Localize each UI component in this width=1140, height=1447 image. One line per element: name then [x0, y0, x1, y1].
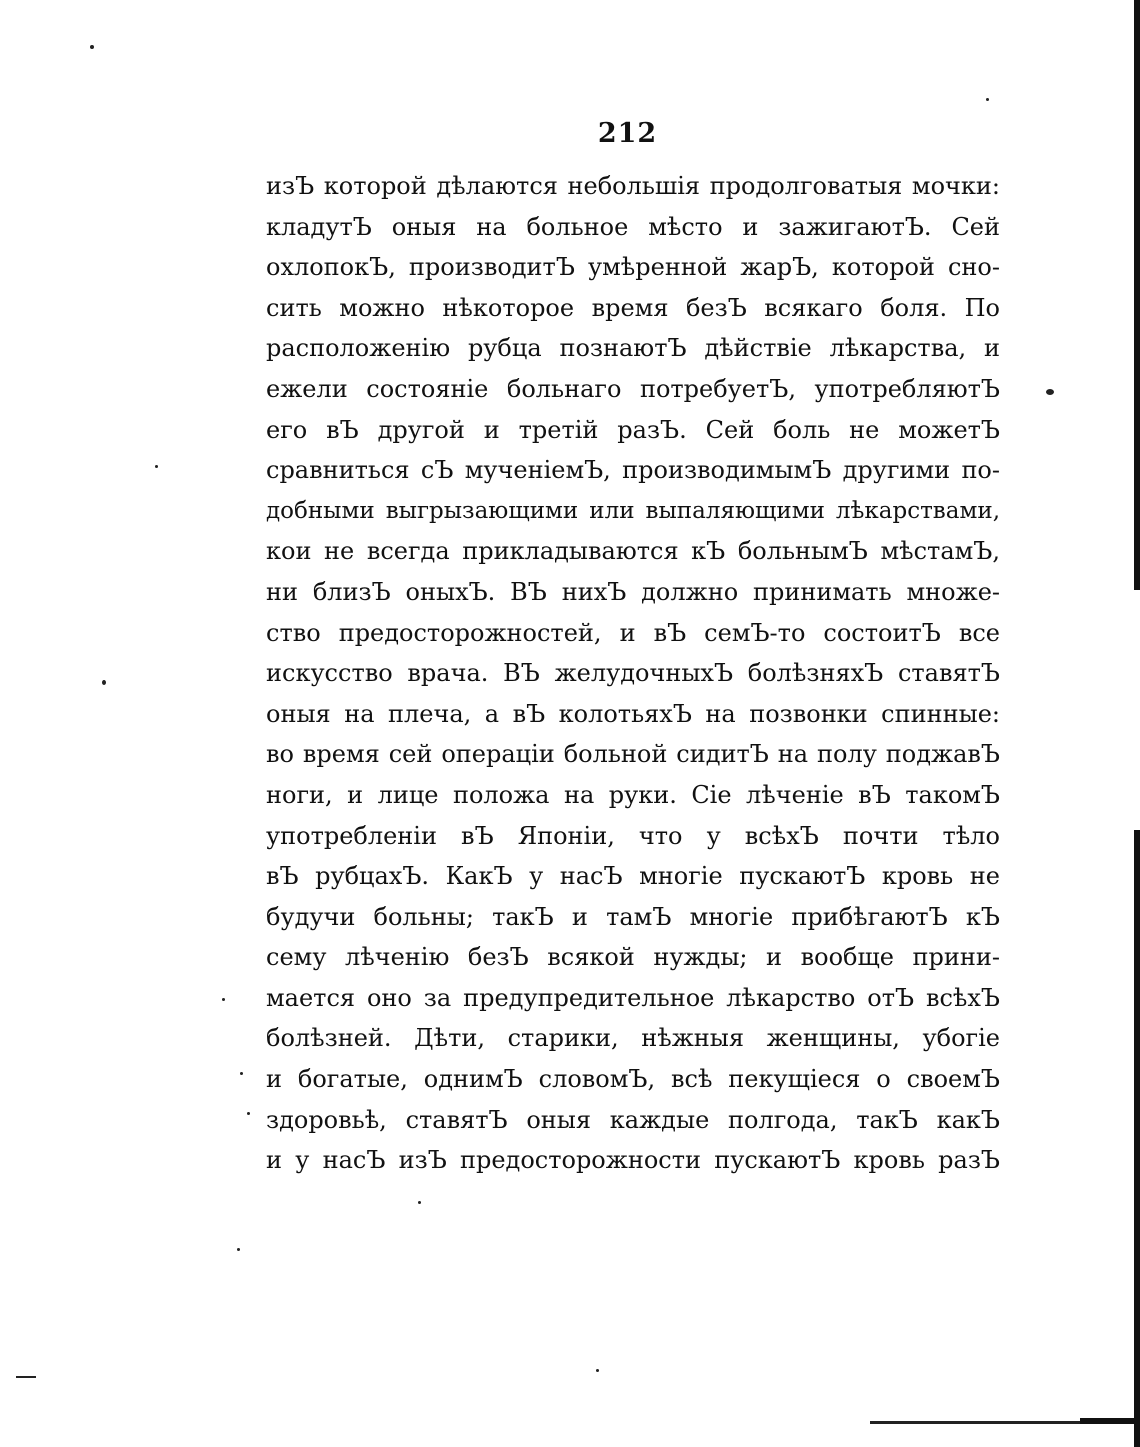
- text-line: и у насЪ изЪ предосторожности пускаютЪ кровь разЪ: [266, 1146, 1000, 1175]
- text-line: расположенію рубца познаютЪ дѣйствіе лѣкарства, и: [266, 334, 1000, 363]
- scan-speck: [247, 1112, 250, 1115]
- text-line: ство предосторожностей, и вЪ семЪ-то состоитЪ все: [266, 618, 1000, 647]
- scan-mark-bottom-thick: [1080, 1418, 1134, 1424]
- text-line: кладутЪ оныя на больное мѣсто и зажигаютЪ. Сей: [266, 212, 1000, 241]
- text-line: сравниться сЪ мученіемЪ, производимымЪ другими по-: [266, 456, 1000, 485]
- scan-speck: [155, 465, 158, 468]
- text-line: мается оно за предупредительное лѣкарство отЪ всѣхЪ: [266, 983, 1000, 1012]
- text-line: вЪ рубцахЪ. КакЪ у насЪ многіе пускаютЪ кровь не: [266, 862, 1000, 891]
- text-line: и богатые, однимЪ словомЪ, всѣ пекущіеся о своемЪ: [266, 1065, 1000, 1094]
- text-line: изЪ которой дѣлаются небольшія продолговатыя мочки:: [266, 172, 1000, 200]
- text-line: ноги, и лице положа на руки. Сіе лѣченіе вЪ такомЪ: [266, 780, 1000, 809]
- text-line: кои не всегда прикладываются кЪ больнымЪ мѣстамЪ,: [266, 537, 1000, 566]
- text-line: здоровьѣ, ставятЪ оныя каждые полгода, такЪ какЪ: [266, 1105, 1000, 1134]
- text-line: ежели состояніе больнаго потребуетЪ, употребляютЪ: [266, 374, 1000, 403]
- text-line: оныя на плеча, а вЪ колотьяхЪ на позвонки спинные:: [266, 699, 1000, 728]
- text-line: его вЪ другой и третій разЪ. Сей боль не можетЪ: [266, 415, 1000, 444]
- scan-mark-left: [16, 1376, 36, 1378]
- scan-speck: [222, 998, 225, 1001]
- text-line: искусство врача. ВЪ желудочныхЪ болѣзняхЪ ставятЪ: [266, 659, 1000, 688]
- text-line: ни близЪ оныхЪ. ВЪ нихЪ должно принимать множе-: [266, 577, 1000, 606]
- binding-edge-gap: [1134, 590, 1140, 830]
- scan-speck: [418, 1201, 421, 1204]
- scan-speck: [1046, 389, 1054, 395]
- scan-speck: [596, 1369, 599, 1372]
- text-line: болѣзней. Дѣти, старики, нѣжныя женщины, убогіе: [266, 1024, 1000, 1053]
- body-text: [266, 166, 1000, 1181]
- text-line: добными выгрызающими или выпаляющими лѣкарствами,: [266, 497, 1000, 524]
- scan-speck: [237, 1248, 240, 1251]
- text-line: сить можно нѣкоторое время безЪ всякаго боля. По: [266, 293, 1000, 322]
- scan-speck: [102, 680, 106, 685]
- scan-speck: [240, 1072, 243, 1075]
- text-line: во время сей операціи больной сидитЪ на полу поджавЪ: [266, 740, 1000, 769]
- text-line: употребленіи вЪ Японіи, что у всѣхЪ почти тѣло: [266, 821, 1000, 850]
- text-line: сему лѣченію безЪ всякой нужды; и вообще прини-: [266, 943, 1000, 972]
- scan-speck: [90, 45, 94, 49]
- text-line: охлопокЪ, производитЪ умѣренной жарЪ, которой сно-: [266, 253, 1000, 282]
- page-number: 212: [597, 118, 658, 149]
- scan-speck: [986, 98, 989, 101]
- text-line: будучи больны; такЪ и тамЪ многіе прибѣгаютЪ кЪ: [266, 902, 1000, 931]
